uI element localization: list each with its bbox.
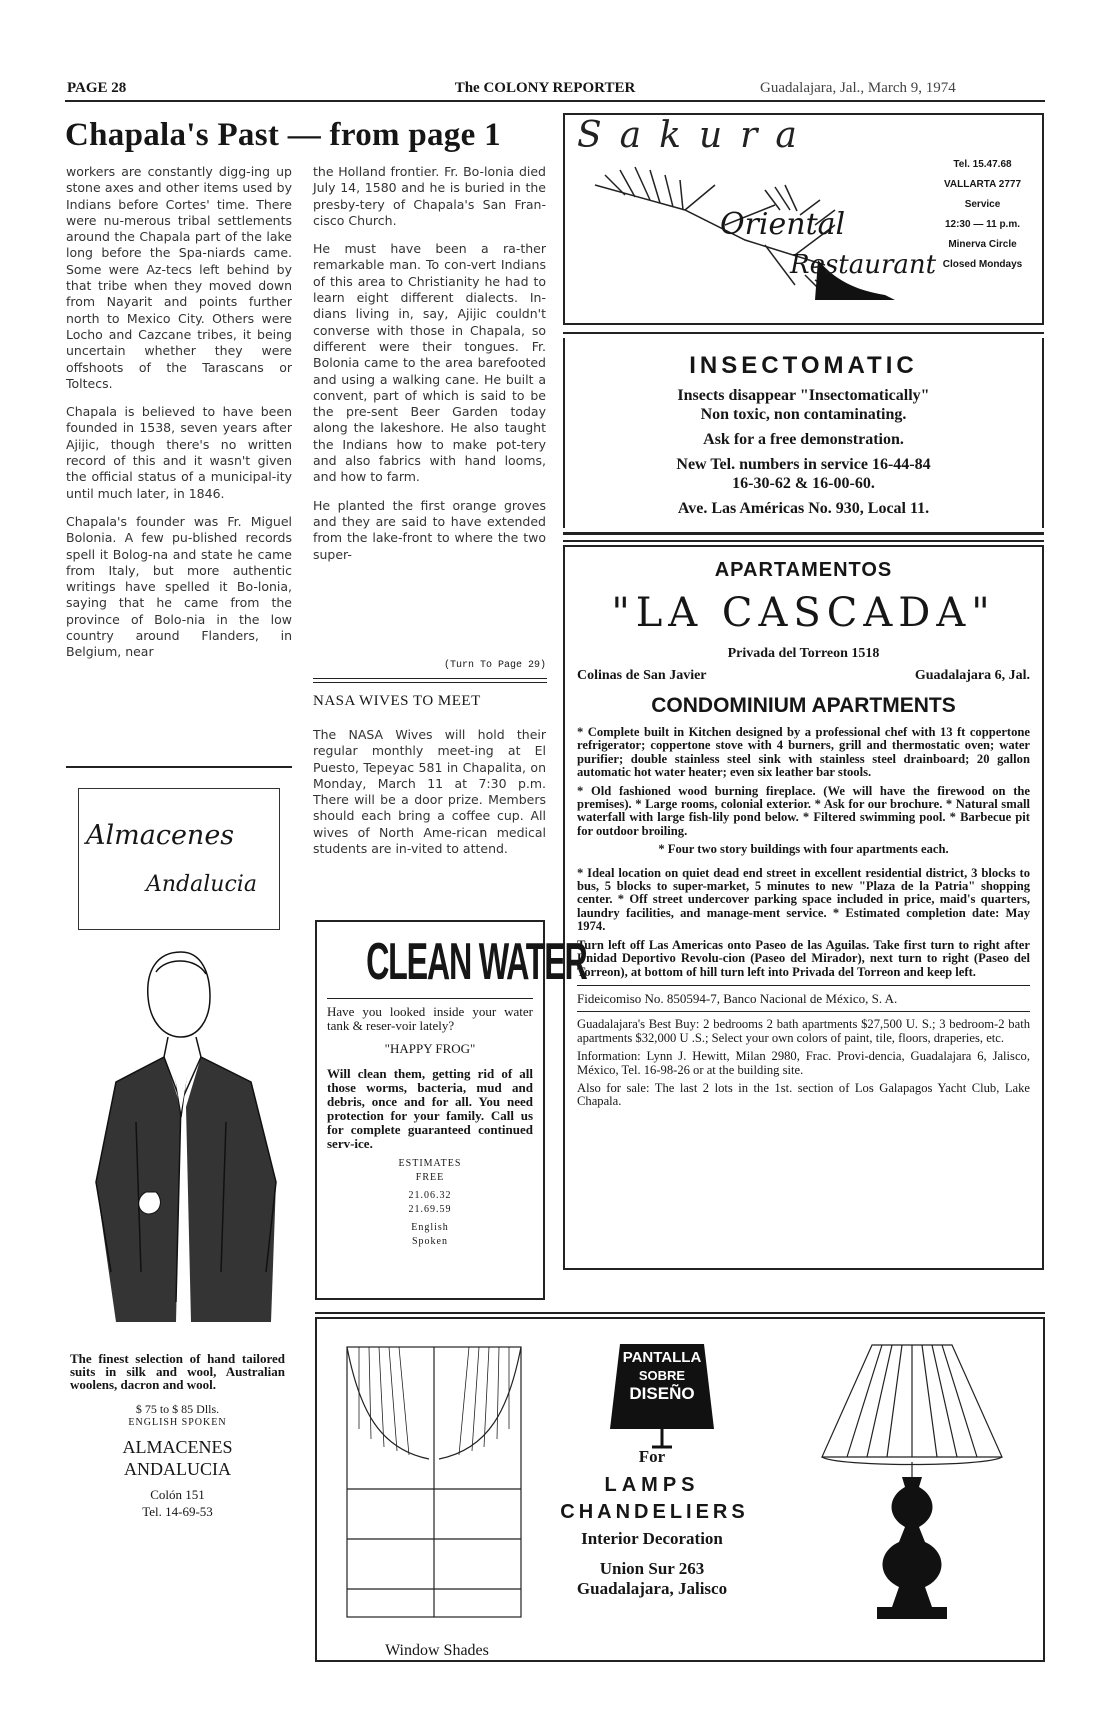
insectomatic-ad — [563, 338, 1044, 528]
insect-line: New Tel. numbers in service 16-44-84 — [676, 456, 931, 473]
almacenes-ad — [66, 772, 292, 1720]
cascada-paragraph: Turn left off Las Americas onto Paseo de las Aguilas. Take first turn to right after Unidad Deportivo Revolu-cion (Paseo del Mirador), next turn to right (Paseo del Torreon), at bottom of hill turn left into Privada del Torreon and keep left. — [577, 937, 1030, 979]
almacenes-english: ENGLISH SPOKEN — [128, 1417, 227, 1428]
window-shades-illustration — [339, 1339, 529, 1639]
header-rule — [65, 100, 1045, 102]
insect-line: Ave. Las Américas No. 930, Local 11. — [677, 500, 930, 517]
cascada-kicker: APARTAMENTOS — [714, 559, 893, 581]
divider — [563, 540, 1044, 542]
sakura-service: Service — [964, 199, 1001, 210]
divider — [563, 532, 1044, 535]
clean-water-est: ESTIMATES — [398, 1158, 462, 1169]
cascada-features — [577, 726, 1030, 1109]
clean-water-english: Spoken — [412, 1236, 448, 1247]
article-paragraph: He must have been a ra-ther remarkable man. To con-vert Indians of this area to Christianity he had to learn eight different dialects. In-dians living in, say, Ajijic couldn't converse with those in Chapala, so different were their tongues. Fr. Bolonia came to the area barefooted and using a walking cane. He built a convent, part of which is said to be the pre-sent Beer Garden today along the lakeshore. He also taught the Indians how to make pot-tery and also fabrics with hand looms, and how to farm. — [313, 241, 546, 485]
insect-body — [565, 386, 1042, 518]
cascada-sale: Also for sale: The last 2 lots in the 1st. section of Los Galapagos Yacht Club, Lake Chapala. — [577, 1080, 1030, 1109]
sakura-tel: Tel. 15.47.68 — [953, 159, 1012, 170]
clean-water-est: FREE — [415, 1172, 445, 1183]
newspaper-name: The COLONY REPORTER — [454, 80, 636, 96]
cascada-ad — [563, 545, 1044, 1270]
nasa-title: NASA WIVES TO MEET — [313, 693, 481, 709]
article-paragraph: He planted the first orange groves and they are said to have extended from the lake-front to where the two super- — [313, 497, 546, 562]
cascada-info: Information: Lynn J. Hewitt, Milan 2980, Frac. Provi-dencia, Guadalajara 6, Jalisco, México, Tel. 16-98-26 or at the building site. — [577, 1049, 1030, 1077]
cascada-city: Guadalajara 6, Jal. — [914, 668, 1030, 683]
cascada-address-row — [577, 668, 1030, 684]
pantalla-badge-text — [602, 1349, 722, 1403]
sakura-address: VALLARTA 2777 — [943, 179, 1022, 190]
clean-water-contact — [327, 1157, 533, 1249]
almacenes-logo-2: Andalucia — [146, 872, 257, 897]
sakura-oriental: Oriental — [720, 207, 846, 242]
pantalla-badge-line: DISEÑO — [629, 1384, 695, 1403]
insect-line: 16-30-62 & 16-00-60. — [732, 475, 875, 492]
pantalla-chandeliers: CHANDELIERS — [560, 1501, 749, 1523]
turn-page-note: (Turn To Page 29) — [443, 660, 546, 671]
pantalla-badge-line: PANTALLA — [622, 1349, 702, 1366]
clean-water-question: Have you looked inside your water tank & reser-voir lately? — [327, 1004, 533, 1033]
clean-water-tel: 21.69.59 — [408, 1204, 452, 1215]
clean-water-english: English — [411, 1222, 449, 1233]
pantalla-lamps: LAMPS — [604, 1474, 700, 1496]
divider — [66, 766, 292, 768]
sakura-location: Minerva Circle — [948, 239, 1017, 250]
clean-water-title: CLEAN WATER — [366, 933, 587, 991]
clean-water-tel: 21.06.32 — [408, 1190, 452, 1201]
cascada-paragraph: * Four two story buildings with four apartments each. — [658, 842, 949, 857]
sakura-logo: Sakura — [577, 115, 815, 156]
cascada-paragraph: * Ideal location on quiet dead end street in excellent residential district, 3 blocks to bus, 5 blocks to super-market, 5 minutes to new "Plaza de la Patria" shopping center. * Off street undercover parking space included in price, maid's quarters, laundry facilities, and manage-ment service. * Estimated completion date: May 1974. — [577, 865, 1030, 934]
cascada-best-buy: Guadalajara's Best Buy: 2 bedrooms 2 bath apartments $27,500 U. S.; 3 bedroom-2 bath apartments $32,000 U .S.; Select your own colors of paint, tile, floors, draperies, etc. — [577, 1017, 1030, 1045]
cascada-paragraph: * Old fashioned wood burning fireplace. (We will have the firewood on the premises). * Large rooms, colonial exterior. * Ask for our brochure. * Natural small waterfall with large fish-lily pond below. * Filtered swimming pool. * Barbecue pit for outdoor broiling. — [577, 783, 1030, 838]
man-in-suit-illustration — [76, 942, 291, 1342]
almacenes-price: $ 75 to $ 85 Dlls. — [135, 1402, 220, 1416]
dateline: Guadalajara, Jal., March 9, 1974 — [760, 80, 956, 96]
almacenes-desc: The finest selection of hand tailored suits in silk and wool, Australian woolens, dacron and wool. — [70, 1351, 285, 1392]
insect-line: Non toxic, non contaminating. — [700, 406, 907, 423]
article-column-1 — [66, 164, 292, 673]
article-paragraph: Chapala's founder was Fr. Miguel Bolonia. A few pu-blished records spell it Bolog-na and state he came from Italy, but more authentic writings have spelled it Bo-lonia, saying that he came from the province of Bolo-nia in the low country around Flanders, in Belgium, near — [66, 513, 292, 660]
article-column-2 — [313, 164, 546, 575]
cascada-heading: CONDOMINIUM APARTMENTS — [651, 694, 956, 717]
pantalla-address-1: Union Sur 263 — [599, 1559, 705, 1578]
article-paragraph: workers are constantly digg-ing up stone axes and other items used by Indians before Cortes' time. There were nu-merous tribal settlements around the Chapala part of the lake long before the Spa-niards came. Some were Az-tecs left behind by that tribe when they moved down from Nayarit and points further north to Mexico City. Others were Locho and Cazcane tribes, it being uncertain whether they were offshoots of the Tarascans or Toltecs. — [66, 164, 292, 391]
cascada-name: "LA CASCADA" — [611, 590, 996, 636]
sakura-info — [920, 157, 1045, 273]
pantalla-ad — [315, 1317, 1045, 1662]
insect-line: Insects disappear "Insectomatically" — [677, 387, 930, 404]
article-paragraph: Chapala is believed to have been founded in 1538, seven years after Ajijic, though there's no written record of this and it wasn't given the official status of a municipal-ity until much later, in 1846. — [66, 404, 292, 501]
sakura-closed: Closed Mondays — [942, 259, 1023, 270]
almacenes-sign — [78, 788, 280, 930]
divider — [313, 682, 547, 683]
insect-title: INSECTOMATIC — [689, 352, 918, 379]
almacenes-name-1: ALMACENES — [122, 1437, 233, 1457]
article-paragraph: the Holland frontier. Fr. Bo-lonia died July 14, 1580 and he is buried in the presby-tery of Chapala's San Fran-cisco Church. — [313, 164, 546, 228]
lamp-illustration — [807, 1337, 1017, 1637]
clean-water-brand: "HAPPY FROG" — [384, 1041, 476, 1056]
almacenes-address: Colón 151 — [150, 1487, 205, 1502]
cascada-street: Privada del Torreon 1518 — [727, 646, 880, 661]
pantalla-badge-line: SOBRE — [638, 1368, 686, 1383]
cascada-paragraph: * Complete built in Kitchen designed by a professional chef with 13 ft coppertone refrigerator; coppertone stove with 4 burners, grill and thermostatic oven; water purifier; double stainless steel sink with stainless steel drainboard; 20 gallon automatic hot water heater; even six leather bar stools. — [577, 725, 1030, 780]
divider — [315, 1312, 1045, 1314]
divider — [563, 332, 1044, 334]
pantalla-interior: Interior Decoration — [581, 1529, 723, 1548]
insect-line: Ask for a free demonstration. — [703, 431, 904, 448]
almacenes-tel: Tel. 14-69-53 — [142, 1504, 213, 1519]
clean-water-body: Will clean them, getting rid of all those worms, bacteria, mud and debris, once and for all. You need protection for your family. Call us for complete guaranteed continued serv-ice. — [327, 1066, 533, 1151]
pantalla-for: For — [638, 1447, 666, 1466]
divider — [313, 678, 547, 679]
cascada-colony: Colinas de San Javier — [577, 668, 707, 683]
nasa-body: The NASA Wives will hold their regular monthly meet-ing at El Puesto, Tepeyac 581 in Chapalita, on Monday, March 11 at 7:30 p.m. There will be a door prize. Members should each bring a coffee cup. All wives of North Ame-rican medical students are in-vited to attend. — [313, 727, 546, 857]
sakura-hours: 12:30 — 11 p.m. — [944, 219, 1021, 230]
window-shades-caption: Window Shades — [385, 1642, 489, 1659]
cascada-fideicomiso: Fideicomiso No. 850594-7, Banco Nacional de México, S. A. — [577, 990, 898, 1006]
page-number: PAGE 28 — [67, 80, 127, 96]
headline: Chapala's Past — from page 1 — [65, 117, 501, 153]
clean-water-ad — [315, 920, 587, 1300]
pantalla-address-2: Guadalajara, Jalisco — [576, 1579, 728, 1598]
sakura-ad — [563, 113, 1044, 325]
almacenes-logo-1: Almacenes — [86, 820, 235, 851]
sakura-restaurant: Restaurant — [790, 250, 937, 280]
almacenes-name-2: ANDALUCIA — [124, 1459, 231, 1479]
